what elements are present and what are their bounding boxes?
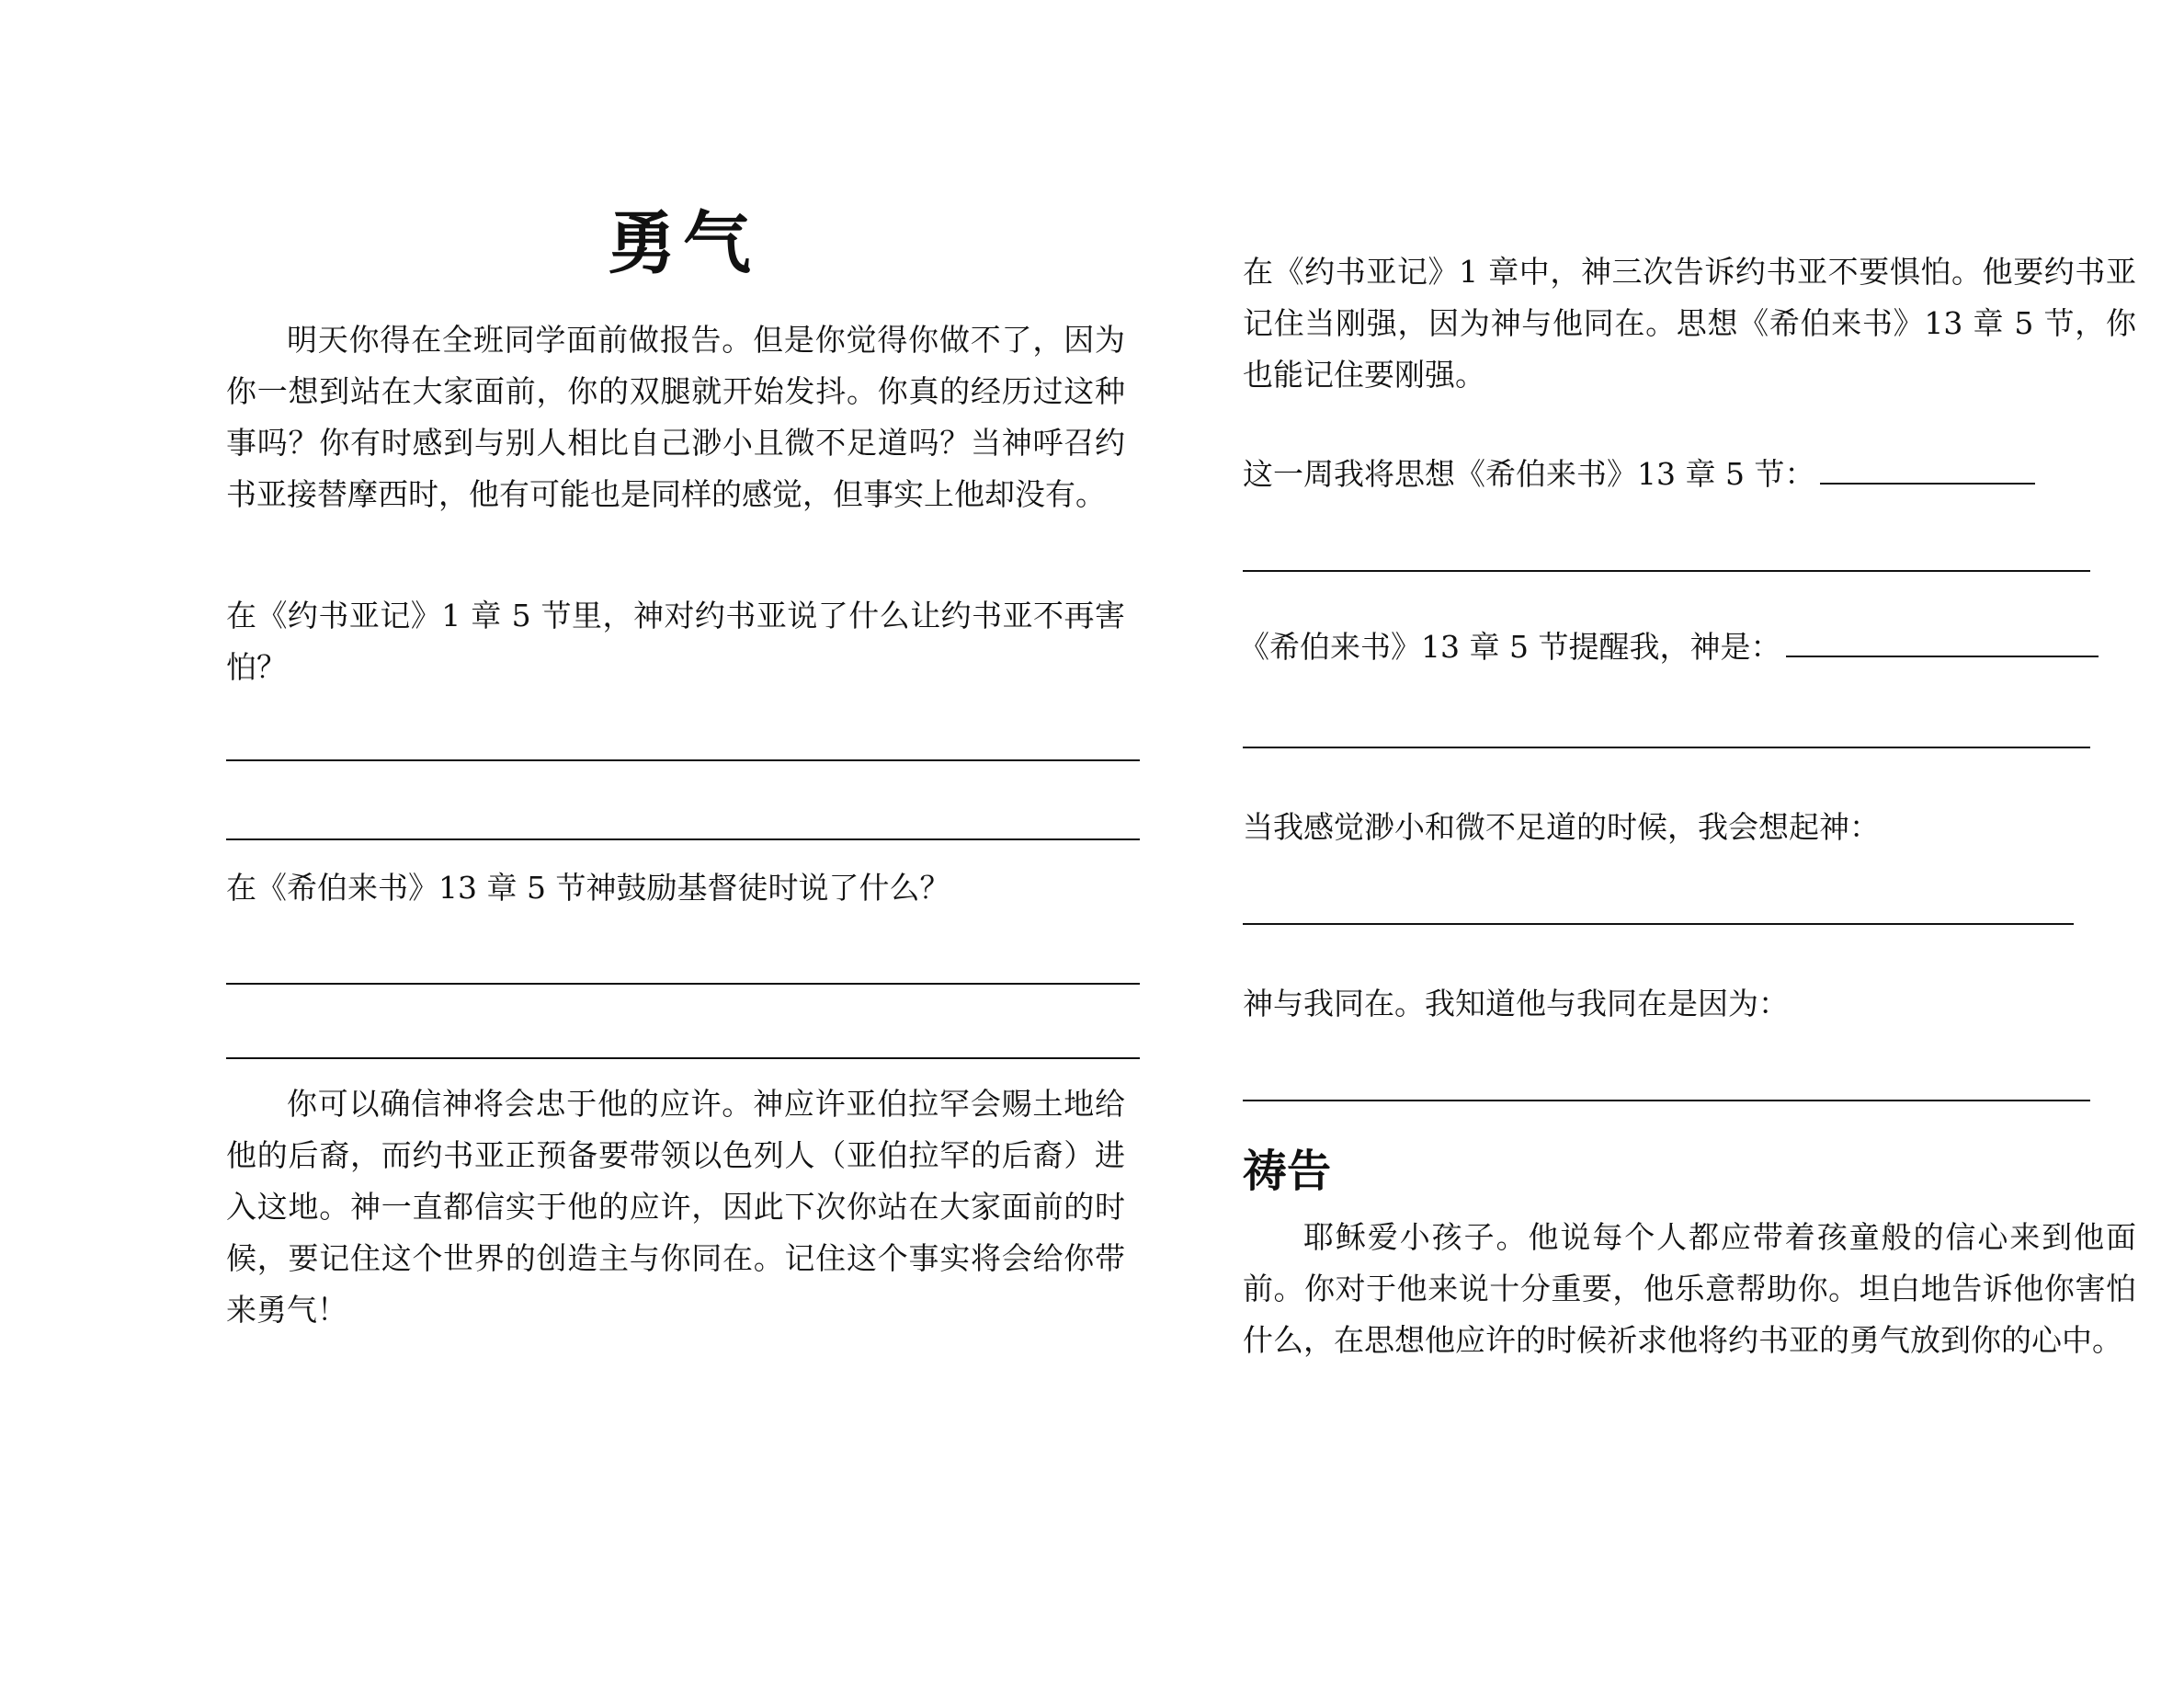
answer-line-5[interactable] [1243, 570, 2090, 572]
prompt-god-with-me: 神与我同在。我知道他与我同在是因为： [1243, 986, 1789, 1021]
answer-line-2[interactable] [226, 838, 1140, 840]
answer-line-3[interactable] [226, 983, 1140, 985]
prayer-heading: 祷告 [1243, 1146, 1332, 1197]
prompt-meditate-text: 这一周我将思想《希伯来书》13 章 5 节： [1243, 456, 1815, 492]
closing-paragraph: 你可以确信神将会忠于他的应许。神应许亚伯拉罕会赐土地给他的后裔，而约书亚正预备要带领以色列人（亚伯拉罕的后裔）进入这地。神一直都信实于他的应许，因此下次你站在大家面前的时候，要记住这个世界的创造主与你同在。记住这个事实将会给你带来勇气！ [226, 1086, 1125, 1328]
prompt-meditate [1243, 449, 2144, 500]
inline-blank-1[interactable] [1820, 451, 2035, 485]
answer-line-1[interactable] [226, 759, 1140, 761]
prayer-paragraph: 耶稣爱小孩子。他说每个人都应带着孩童般的信心来到他面前。你对于他来说十分重要，他乐意帮助你。坦白地告诉他你害怕什么，在思想他应许的时候祈求他将约书亚的勇气放到你的心中。 [1243, 1219, 2136, 1358]
inline-blank-2[interactable] [1786, 624, 2099, 657]
page-title: 勇气 [608, 204, 758, 283]
answer-line-7[interactable] [1243, 923, 2074, 925]
prompt-feel-small: 当我感觉渺小和微不足道的时候，我会想起神： [1243, 809, 1880, 845]
right-intro-paragraph: 在《约书亚记》1 章中，神三次告诉约书亚不要惧怕。他要约书亚记住当刚强，因为神与他同在。思想《希伯来书》13 章 5 节，你也能记住要刚强。 [1243, 254, 2136, 393]
question-joshua: 在《约书亚记》1 章 5 节里，神对约书亚说了什么让约书亚不再害怕？ [226, 598, 1125, 685]
answer-line-6[interactable] [1243, 747, 2090, 748]
prompt-god-is-text: 《希伯来书》13 章 5 节提醒我，神是： [1239, 629, 1781, 665]
answer-line-8[interactable] [1243, 1100, 2090, 1101]
prompt-god-is [1239, 622, 2140, 673]
intro-paragraph: 明天你得在全班同学面前做报告。但是你觉得你做不了，因为你一想到站在大家面前，你的双腿就开始发抖。你真的经历过这种事吗？你有时感到与别人相比自己渺小且微不足道吗？当神呼召约书亚接替摩西时，他有可能也是同样的感觉，但事实上他却没有。 [226, 322, 1125, 512]
question-hebrews: 在《希伯来书》13 章 5 节神鼓励基督徒时说了什么？ [226, 870, 950, 906]
answer-line-4[interactable] [226, 1057, 1140, 1059]
